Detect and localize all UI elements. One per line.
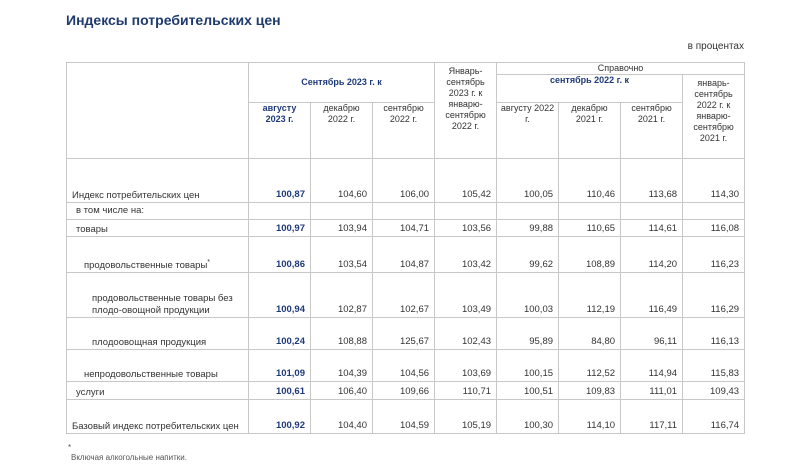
- cell-value: 105,42: [435, 159, 497, 203]
- row-label: Базовый индекс потребительских цен: [67, 400, 249, 434]
- header-sept-2022: сентябрь 2022 г. к: [497, 75, 683, 103]
- table-row: [67, 237, 745, 273]
- cell-value: 104,60: [311, 159, 373, 203]
- cell-value: 103,42: [435, 237, 497, 273]
- cell-value: 104,56: [373, 350, 435, 382]
- cell-value: 109,43: [683, 382, 745, 400]
- cell-value: 104,59: [373, 400, 435, 434]
- cell-value: 95,89: [497, 318, 559, 350]
- header-sep-2022: сентябрю 2022 г.: [373, 103, 435, 159]
- header-sept-2023: Сентябрь 2023 г. к: [249, 63, 435, 103]
- cell-value: 110,65: [559, 220, 621, 237]
- cell-value: 102,43: [435, 318, 497, 350]
- row-label: непродовольственные товары: [67, 350, 249, 382]
- units-label: в процентах: [687, 41, 744, 52]
- page-title: Индексы потребительских цен: [66, 12, 281, 28]
- cpi-table: [66, 62, 745, 434]
- cell-value: 103,49: [435, 273, 497, 318]
- row-label: продовольственные товары без плодо-овощной продукции: [67, 273, 249, 318]
- cell-value: 100,15: [497, 350, 559, 382]
- cell-value: 116,74: [683, 400, 745, 434]
- cell-value: 102,67: [373, 273, 435, 318]
- cell-value: 100,03: [497, 273, 559, 318]
- cell-value: 84,80: [559, 318, 621, 350]
- cell-value: 116,13: [683, 318, 745, 350]
- cell-value: 111,01: [621, 382, 683, 400]
- cell-value: 116,08: [683, 220, 745, 237]
- cell-value: 104,71: [373, 220, 435, 237]
- cell-value: 100,30: [497, 400, 559, 434]
- footnote-text: Включая алкогольные напитки.: [71, 453, 187, 462]
- cell-value: 116,23: [683, 237, 745, 273]
- cell-value: 103,94: [311, 220, 373, 237]
- cell-value: 100,97: [249, 220, 311, 237]
- cell-value: 100,94: [249, 273, 311, 318]
- cell-value: 106,00: [373, 159, 435, 203]
- header-sep-2021: сентябрю 2021 г.: [621, 103, 683, 159]
- cell-empty: [311, 203, 373, 220]
- cell-value: 104,87: [373, 237, 435, 273]
- cell-value: 114,61: [621, 220, 683, 237]
- header-empty-cell: [67, 63, 249, 159]
- cell-value: 100,61: [249, 382, 311, 400]
- cell-value: 103,56: [435, 220, 497, 237]
- cell-value: 117,11: [621, 400, 683, 434]
- cell-value: 100,24: [249, 318, 311, 350]
- cell-value: 112,19: [559, 273, 621, 318]
- row-label: товары: [67, 220, 249, 237]
- cell-value: 114,20: [621, 237, 683, 273]
- table-row: [67, 220, 745, 237]
- cell-empty: [559, 203, 621, 220]
- row-label: услуги: [67, 382, 249, 400]
- row-label-text: продовольственные товары: [84, 260, 208, 271]
- cell-value: 100,92: [249, 400, 311, 434]
- cell-value: 116,49: [621, 273, 683, 318]
- cell-value: 100,87: [249, 159, 311, 203]
- cell-value: 109,66: [373, 382, 435, 400]
- cell-value: 125,67: [373, 318, 435, 350]
- cell-value: 114,10: [559, 400, 621, 434]
- cell-value: 104,40: [311, 400, 373, 434]
- cell-value: 108,88: [311, 318, 373, 350]
- cell-empty: [435, 203, 497, 220]
- cell-empty: [249, 203, 311, 220]
- cell-value: 96,11: [621, 318, 683, 350]
- cell-value: 100,51: [497, 382, 559, 400]
- cell-value: 116,29: [683, 273, 745, 318]
- cell-empty: [621, 203, 683, 220]
- header-aug-2023: августу 2023 г.: [249, 103, 311, 159]
- row-label: в том числе на:: [67, 203, 249, 220]
- cell-value: 100,05: [497, 159, 559, 203]
- cell-value: 110,46: [559, 159, 621, 203]
- cell-value: 99,88: [497, 220, 559, 237]
- cell-empty: [683, 203, 745, 220]
- table-row: [67, 203, 745, 220]
- cell-value: 105,19: [435, 400, 497, 434]
- row-label: [67, 237, 249, 273]
- cell-empty: [497, 203, 559, 220]
- table-row: [67, 382, 745, 400]
- footnote-mark: *: [207, 259, 211, 266]
- cell-value: 104,39: [311, 350, 373, 382]
- cell-empty: [373, 203, 435, 220]
- cell-value: 108,89: [559, 237, 621, 273]
- cell-value: 100,86: [249, 237, 311, 273]
- header-reference: Справочно: [497, 63, 745, 75]
- footnote-mark: *: [68, 443, 72, 452]
- cell-value: 102,87: [311, 273, 373, 318]
- cell-value: 113,68: [621, 159, 683, 203]
- cell-value: 114,30: [683, 159, 745, 203]
- cell-value: 103,69: [435, 350, 497, 382]
- header-dec-2021: декабрю 2021 г.: [559, 103, 621, 159]
- cell-value: 115,83: [683, 350, 745, 382]
- cell-value: 106,40: [311, 382, 373, 400]
- table-row: [67, 350, 745, 382]
- header-aug-2022: августу 2022 г.: [497, 103, 559, 159]
- header-jan-sep-2023: Январь-сентябрь 2023 г. к январю-сентябрю 2022 г.: [435, 63, 497, 159]
- cell-value: 112,52: [559, 350, 621, 382]
- table-row: [67, 400, 745, 434]
- row-label: Индекс потребительских цен: [67, 159, 249, 203]
- header-dec-2022: декабрю 2022 г.: [311, 103, 373, 159]
- table-row: [67, 273, 745, 318]
- cell-value: 101,09: [249, 350, 311, 382]
- header-jan-sep-2022: январь-сентябрь 2022 г. к январю-сентябрю 2021 г.: [683, 75, 745, 159]
- cell-value: 114,94: [621, 350, 683, 382]
- table-row: [67, 318, 745, 350]
- footnote: [68, 443, 187, 463]
- table-row: [67, 159, 745, 203]
- row-label: плодоовощная продукция: [67, 318, 249, 350]
- cell-value: 103,54: [311, 237, 373, 273]
- cell-value: 109,83: [559, 382, 621, 400]
- cell-value: 99,62: [497, 237, 559, 273]
- cell-value: 110,71: [435, 382, 497, 400]
